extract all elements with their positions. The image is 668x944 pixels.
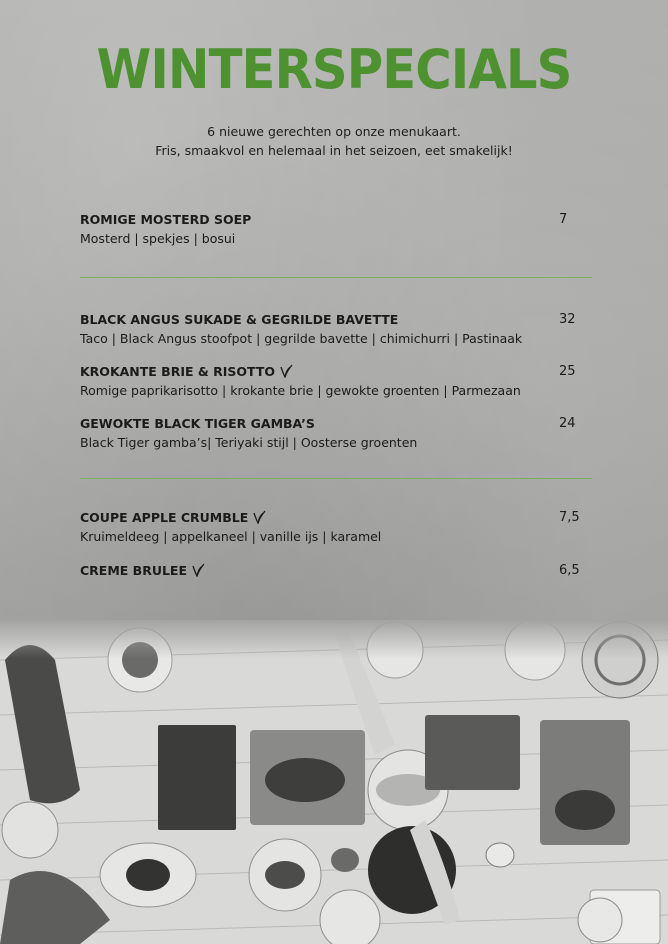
page-title: WINTERSPECIALS	[96, 38, 572, 101]
menu-item-name: ROMIGE MOSTERD SOEP	[80, 212, 252, 227]
menu-item	[80, 210, 590, 248]
menu-item-description: Black Tiger gamba’s| Teriyaki stijl | Oosterse groenten	[80, 435, 418, 450]
menu-item	[80, 414, 590, 452]
menu-item-description: Taco | Black Angus stoofpot | gegrilde bavette | chimichurri | Pastinaak	[80, 331, 523, 346]
menu-item-description: Mosterd | spekjes | bosui	[80, 231, 236, 246]
intro-line-2: Fris, smaakvol en helemaal in het seizoen, eet smakelijk!	[155, 143, 513, 158]
menu-item	[80, 561, 590, 580]
menu-item-name: BLACK ANGUS SUKADE & GEGRILDE BAVETTE	[80, 312, 399, 327]
menu-item-name: GEWOKTE BLACK TIGER GAMBA’S	[80, 416, 315, 431]
menu-item-name: KROKANTE BRIE & RISOTTO	[80, 362, 590, 381]
menu-item	[80, 508, 590, 546]
leaf-icon	[191, 563, 205, 582]
menu-item-price: 7	[559, 212, 568, 227]
intro-text	[0, 122, 668, 160]
menu-item	[80, 362, 590, 400]
menu-item-name: COUPE APPLE CRUMBLE	[80, 508, 590, 527]
menu-item-description: Kruimeldeeg | appelkaneel | vanille ijs | karamel	[80, 529, 382, 544]
menu-item-description: Romige paprikarisotto | krokante brie | gewokte groenten | Parmezaan	[80, 383, 521, 398]
menu-item-price: 32	[559, 312, 576, 327]
menu-item	[80, 310, 590, 348]
menu-item-price: 7,5	[559, 510, 580, 525]
menu-item-name: CREME BRULEE	[80, 561, 590, 580]
intro-line-1: 6 nieuwe gerechten op onze menukaart.	[207, 124, 461, 139]
section-divider	[80, 478, 592, 479]
menu-item-price: 24	[559, 416, 576, 431]
menu-item-price: 25	[559, 364, 576, 379]
section-divider	[80, 277, 592, 278]
food-table-photo	[0, 620, 668, 944]
menu-item-price: 6,5	[559, 563, 580, 578]
